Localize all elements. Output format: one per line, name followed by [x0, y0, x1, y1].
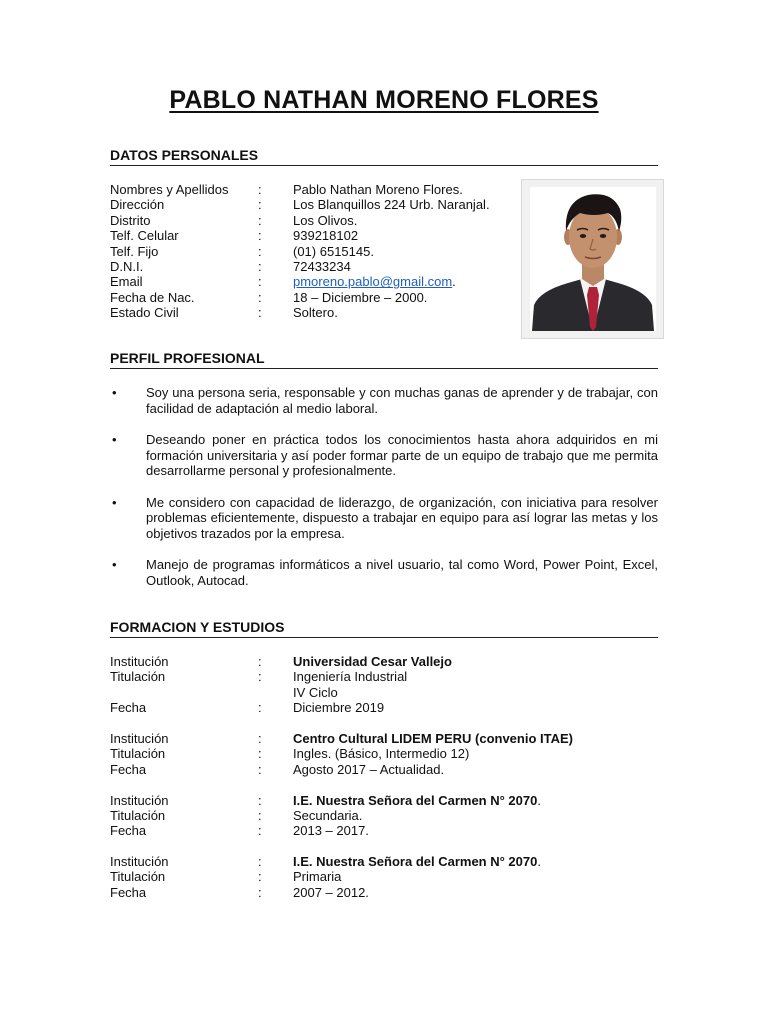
field-label: Institución [110, 792, 169, 808]
institution-name: Centro Cultural LIDEM PERU (convenio ITAE) [293, 730, 573, 746]
field-label: Institución [110, 854, 169, 870]
field-value: Pablo Nathan Moreno Flores. [293, 182, 463, 197]
field-label: Titulación [110, 869, 166, 885]
date-value: Agosto 2017 – Actualidad. [293, 761, 445, 777]
field-separator: : [258, 807, 262, 823]
date-value: Diciembre 2019 [293, 700, 385, 716]
field-separator: : [258, 305, 262, 321]
field-label: Fecha [110, 761, 147, 777]
field-separator: : [258, 854, 262, 870]
profile-photo [530, 187, 656, 331]
field-separator: : [258, 289, 262, 305]
field-separator: : [258, 212, 262, 228]
field-separator: : [258, 884, 262, 900]
field-separator: : [258, 197, 262, 213]
degree-value: Primaria [293, 869, 342, 885]
field-label: Nombres y Apellidos [110, 182, 229, 197]
field-value: 18 – Diciembre – 2000. [293, 289, 428, 305]
field-value: Los Blanquillos 224 Urb. Naranjal. [293, 197, 490, 213]
profile-photo-frame [521, 179, 664, 339]
field-value: 939218102 [293, 228, 359, 244]
field-label: Institución [110, 730, 169, 746]
field-separator: : [258, 746, 262, 762]
degree-value: Ingeniería Industrial [293, 669, 408, 685]
field-value [293, 274, 456, 289]
field-label: Titulación [110, 669, 166, 685]
bullet-icon: • [112, 557, 117, 572]
field-separator: : [258, 700, 262, 716]
field-label: Email [110, 274, 143, 290]
list-item [110, 495, 658, 542]
field-separator: : [258, 182, 262, 197]
field-separator: : [258, 869, 262, 885]
section-title-perfil-profesional: PERFIL PROFESIONAL [110, 350, 658, 369]
bullet-text: Manejo de programas informáticos a nivel usuario, tal como Word, Power Point, Excel, Outlook, Autocad. [146, 557, 658, 588]
institution-name: Universidad Cesar Vallejo [293, 654, 452, 669]
list-item [110, 385, 658, 416]
institution-name: I.E. Nuestra Señora del Carmen N° 2070 [293, 854, 538, 870]
field-label: Distrito [110, 212, 151, 228]
field-label: D.N.I. [110, 258, 144, 274]
degree-value: Ingles. (Básico, Intermedio 12) [293, 746, 470, 762]
field-separator: : [258, 761, 262, 777]
field-separator: : [258, 669, 262, 685]
date-value: 2013 – 2017. [293, 823, 369, 839]
field-label: Fecha [110, 884, 147, 900]
list-item [110, 432, 658, 479]
field-separator: : [258, 792, 262, 808]
field-separator: : [258, 654, 262, 669]
institution-suffix: . [537, 792, 541, 808]
field-separator: : [258, 823, 262, 839]
field-value: Los Olivos. [293, 212, 358, 228]
degree-extra: IV Ciclo [293, 684, 338, 700]
field-label: Telf. Celular [110, 228, 179, 244]
field-value: 72433234 [293, 258, 351, 274]
bullet-text: Soy una persona seria, responsable y con muchas ganas de aprender y de trabajar, con facilidad de adaptación al medio laboral. [146, 385, 658, 416]
institution-name: I.E. Nuestra Señora del Carmen N° 2070 [293, 792, 538, 808]
field-label: Fecha [110, 823, 147, 839]
field-separator: : [258, 243, 262, 259]
section-title-formacion: FORMACION Y ESTUDIOS [110, 619, 658, 638]
field-label: Titulación [110, 807, 166, 823]
field-label: Estado Civil [110, 305, 179, 321]
bullet-icon: • [112, 494, 117, 510]
bullet-text: Me considero con capacidad de liderazgo, de organización, con iniciativa para resolver problemas eficientemente, dispuesto a trabajar en equipo para así lograr las metas y los objetivos trazados por la empresa. [146, 494, 658, 541]
institution-suffix: . [537, 854, 541, 870]
profile-bullet-list [110, 385, 658, 604]
field-label: Fecha [110, 700, 147, 716]
field-value: (01) 6515145. [293, 243, 374, 259]
field-label: Telf. Fijo [110, 243, 159, 259]
field-label: Titulación [110, 746, 166, 762]
section-title-datos-personales: DATOS PERSONALES [110, 147, 658, 166]
institution-value [293, 793, 541, 808]
field-label: Institución [110, 654, 169, 669]
field-separator: : [258, 274, 262, 290]
bullet-icon: • [112, 432, 117, 447]
email-suffix: . [452, 274, 456, 290]
full-name: PABLO NATHAN MORENO FLORES [169, 86, 599, 114]
page-title [0, 86, 768, 115]
field-label: Fecha de Nac. [110, 289, 195, 305]
bullet-text: Deseando poner en práctica todos los conocimientos hasta ahora adquiridos en mi formación universitaria y así poder formar parte de un equipo de trabajo que me permita desarrollarme personal y profesionalmente. [146, 432, 658, 478]
list-item [110, 557, 658, 588]
institution-value [293, 854, 541, 869]
field-separator: : [258, 730, 262, 746]
bullet-icon: • [112, 385, 117, 400]
field-separator: : [258, 258, 262, 274]
field-value: Soltero. [293, 305, 338, 321]
email-link[interactable]: pmoreno.pablo@gmail.com [293, 274, 453, 290]
date-value: 2007 – 2012. [293, 884, 369, 900]
field-separator: : [258, 228, 262, 244]
degree-value: Secundaria. [293, 807, 363, 823]
field-label: Dirección [110, 197, 165, 213]
